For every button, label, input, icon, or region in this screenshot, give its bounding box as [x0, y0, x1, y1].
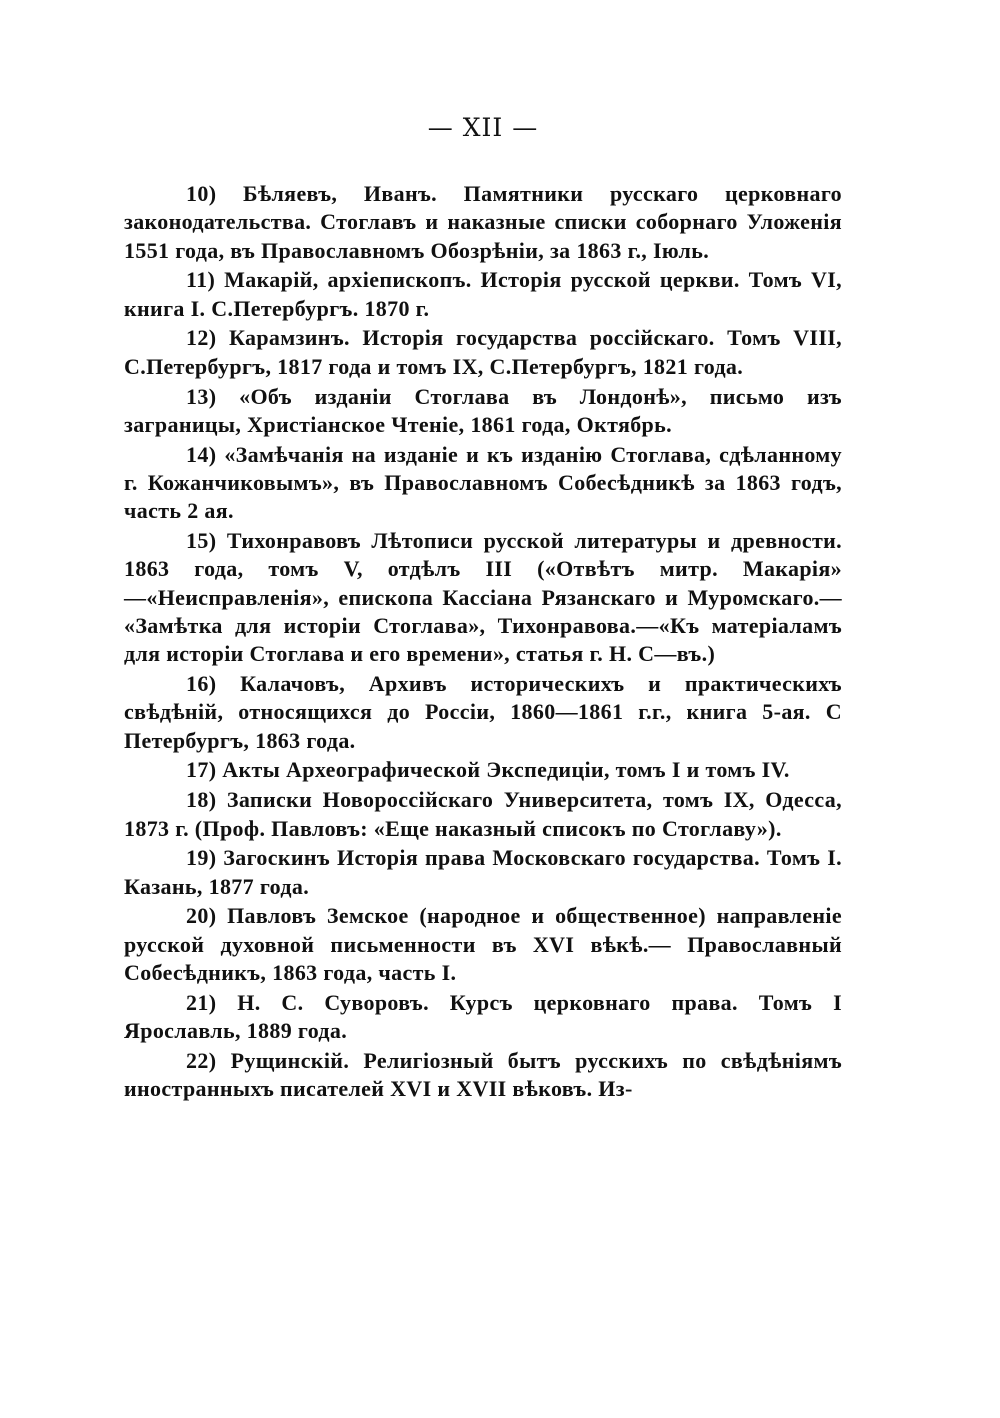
bibliography-entry [124, 670, 842, 755]
bibliography-entry [124, 786, 842, 843]
entry-text: Акты Археографической Экспедиціи, томъ I и томъ IV. [222, 757, 790, 783]
bibliography-entry [124, 324, 842, 381]
entry-text: Тихонравовъ Лѣтописи русской литературы и древности. 1863 года, томъ V, отдѣлъ III («Отвѣтъ митр. Макарія» —«Неисправленія», епископа Кассіана Рязанскаго и Муромскаго.— «Замѣтка для исторіи Стоглава», Тихонравова.—«Къ матеріаламъ для исторіи Стоглава и его времени», статья г. Н. С—въ.) [124, 528, 842, 667]
entry-number: 13) [186, 383, 217, 409]
entry-text: Карамзинъ. Исторія государства россійскаго. Томъ VIII, С.Петербургъ, 1817 года и томъ IX, С.Петербургъ, 1821 года. [124, 325, 843, 379]
bibliography-entry [124, 1047, 842, 1104]
entry-number: 18) [186, 787, 217, 813]
book-page [124, 110, 842, 1105]
bibliography-entry [124, 902, 842, 987]
entry-number: 17) [186, 757, 217, 783]
entry-text: «Замѣчанія на изданіе и къ изданію Стоглава, сдѣланному г. Кожанчиковымъ», въ Православномъ Собесѣдникѣ за 1863 годъ, часть 2 ая. [124, 441, 842, 524]
entry-text: Павловъ Земское (народное и общественное) направленіе русской духовной письменности въ XVI вѣкѣ.— Православный Собесѣдникъ, 1863 года, часть I. [124, 903, 842, 986]
entry-text: Н. С. Суворовъ. Курсъ церковнаго права. Томъ I Ярославль, 1889 года. [124, 989, 842, 1044]
bibliography-entry [124, 266, 842, 323]
entry-number: 10) [186, 181, 217, 206]
entry-number: 16) [186, 671, 217, 697]
entry-number: 22) [186, 1047, 217, 1073]
entry-text: Записки Новороссійскаго Университета, томъ IX, Одесса, 1873 г. (Проф. Павловъ: «Еще наказный списокъ по Стоглаву»). [124, 787, 842, 841]
bibliography-entry [124, 441, 842, 526]
entry-text: Калачовъ, Архивъ историческихъ и практическихъ свѣдѣній, относящихся до Россіи, 1860—1861 г.г., книга 5-ая. С Петербургъ, 1863 года. [124, 671, 842, 753]
entry-number: 20) [186, 903, 217, 929]
entry-number: 12) [186, 325, 217, 351]
entry-number: 21) [186, 989, 217, 1015]
bibliography-entry [124, 756, 842, 784]
entry-number: 11) [186, 267, 216, 293]
entry-number: 15) [186, 528, 217, 554]
entry-text: Бѣляевъ, Иванъ. Памятники русскаго церковнаго законодательства. Стоглавъ и наказные списки соборнаго Уложенія 1551 года, въ Православномъ Обозрѣніи, за 1863 г., Іюль. [124, 181, 842, 263]
bibliography-entry [124, 383, 842, 440]
entry-number: 19) [186, 845, 217, 871]
entry-text: Рущинскій. Религіозный бытъ русскихъ по свѣдѣніямъ иностранныхъ писателей XVI и XVII вѣковъ. Из- [124, 1047, 842, 1102]
bibliography-entry [124, 527, 842, 668]
page-number: — XII — [427, 113, 539, 142]
bibliography-entry [124, 180, 842, 265]
bibliography-entry [124, 989, 842, 1046]
entry-text: Макарій, архіепископъ. Исторія русской церкви. Томъ VI, книга I. С.Петербургъ. 1870 г. [124, 267, 842, 321]
entry-text: Загоскинъ Исторія права Московскаго государства. Томъ I. Казань, 1877 года. [124, 845, 842, 899]
entry-text: «Объ изданіи Стоглава въ Лондонѣ», письмо изъ заграницы, Христіанское Чтеніе, 1861 года, Октябрь. [124, 383, 842, 437]
bibliography-entry [124, 844, 842, 901]
entry-number: 14) [186, 441, 217, 467]
